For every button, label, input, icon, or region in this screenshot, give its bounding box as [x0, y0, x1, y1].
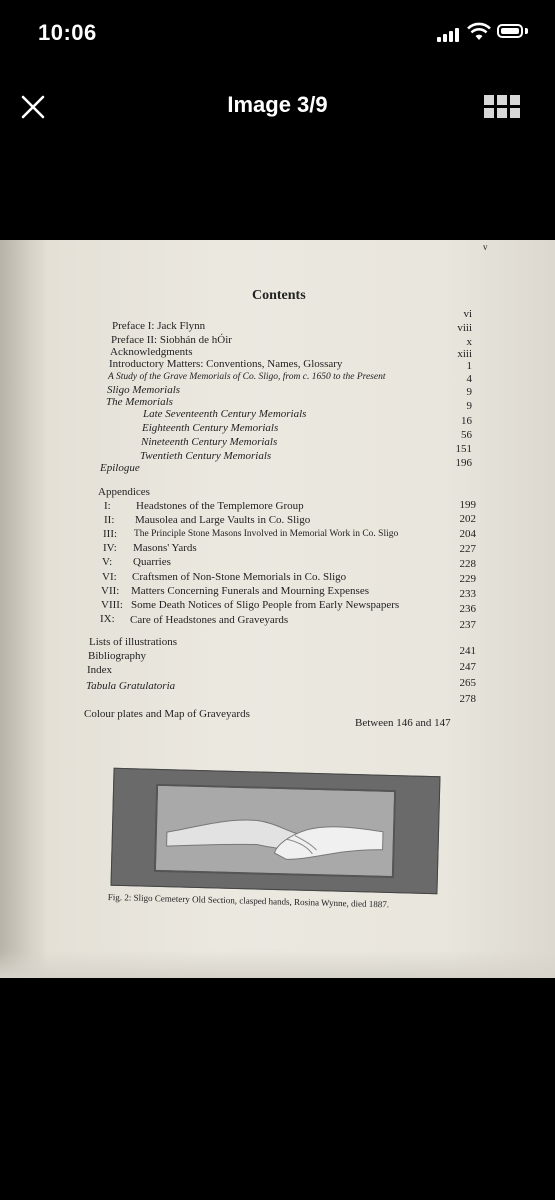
toc-entry: Epilogue [100, 462, 140, 474]
toc-entry: Index [87, 664, 113, 676]
appendix-page: 236 [459, 603, 476, 615]
toc-page: 56 [461, 429, 472, 441]
toc-page: 151 [455, 443, 472, 455]
battery-icon [497, 24, 523, 38]
cellular-signal-icon [437, 26, 461, 42]
appendix-number: III: [103, 528, 118, 540]
stone-relief [154, 784, 396, 878]
appendix-title: The Principle Stone Masons Involved in Memorial Work in Co. Sligo [134, 529, 399, 539]
appendix-page: 199 [459, 499, 476, 511]
appendix-page: 204 [459, 528, 476, 540]
toc-page: 278 [459, 693, 476, 705]
toc-entry: Preface II: Siobhán de hÓir [111, 334, 232, 346]
appendix-number: VI: [102, 571, 117, 583]
toc-entry: The Memorials [106, 396, 173, 408]
status-time: 10:06 [38, 20, 97, 45]
appendix-number: IV: [103, 542, 117, 554]
appendix-title: Quarries [133, 556, 171, 568]
battery-nub [525, 28, 528, 34]
appendix-number: II: [104, 514, 115, 526]
book-page-photo [0, 240, 555, 978]
toc-page: 265 [459, 677, 476, 689]
appendix-number: IX: [100, 613, 115, 625]
appendices-heading: Appendices [98, 486, 150, 498]
toc-entry: Acknowledgments [110, 346, 193, 358]
page-bottom-edge [0, 950, 555, 978]
page-gutter-shadow [0, 240, 48, 978]
toc-page: vi [463, 308, 472, 320]
figure-caption: Fig. 2: Sligo Cemetery Old Section, clasped hands, Rosina Wynne, died 1887. [107, 892, 390, 910]
toc-entry: Lists of illustrations [89, 636, 177, 648]
toc-page: 9 [466, 386, 472, 398]
toc-page: 9 [466, 400, 472, 412]
toc-page: xiii [457, 348, 472, 360]
appendix-number: VII: [101, 585, 120, 597]
toc-entry: Introductory Matters: Conventions, Names, Glossary [109, 358, 343, 370]
toc-entry: Tabula Gratulatoria [86, 680, 176, 692]
status-bar [0, 0, 555, 66]
appendix-title: Headstones of the Templemore Group [136, 500, 304, 512]
toc-page: 241 [459, 645, 476, 657]
appendix-number: I: [104, 500, 111, 512]
appendix-title: Some Death Notices of Sligo People from Early Newspapers [131, 599, 400, 611]
appendix-number: V: [102, 556, 113, 568]
page-number: v [483, 242, 488, 252]
toc-page: 247 [459, 661, 476, 673]
toc-page: viii [457, 322, 472, 334]
grid-view-icon[interactable] [484, 95, 522, 119]
clasped-hands-photo [111, 768, 441, 895]
toc-entry: Preface I: Jack Flynn [112, 320, 206, 332]
toc-page: 4 [466, 373, 472, 385]
colour-plates-label: Colour plates and Map of Graveyards [84, 708, 250, 720]
toc-page: 1 [466, 360, 472, 372]
appendix-title: Care of Headstones and Graveyards [130, 614, 289, 626]
appendix-title: Mausolea and Large Vaults in Co. Sligo [135, 514, 311, 526]
appendix-title: Matters Concerning Funerals and Mourning Expenses [131, 585, 369, 597]
appendix-page: 202 [459, 513, 476, 525]
appendix-page: 233 [459, 588, 476, 600]
appendix-page: 228 [459, 558, 476, 570]
appendix-title: Masons' Yards [133, 542, 197, 554]
appendix-page: 237 [459, 619, 476, 631]
colour-plates-page: Between 146 and 147 [355, 717, 451, 729]
appendix-number: VIII: [101, 599, 123, 611]
appendix-page: 229 [459, 573, 476, 585]
appendix-page: 227 [459, 543, 476, 555]
toc-page: 16 [461, 415, 472, 427]
contents-heading: Contents [252, 288, 306, 303]
toc-page: x [466, 336, 472, 348]
toc-page: 196 [455, 457, 472, 469]
image-counter-title: Image 3/9 [227, 92, 328, 117]
clasped-hands-icon [156, 786, 394, 876]
toc-entry: A Study of the Grave Memorials of Co. Sligo, from c. 1650 to the Present [108, 372, 386, 382]
toc-entry: Bibliography [88, 650, 147, 662]
toc-entry: Sligo Memorials [107, 384, 181, 396]
toc-entry: Twentieth Century Memorials [140, 450, 272, 462]
appendix-title: Craftsmen of Non-Stone Memorials in Co. Sligo [132, 571, 347, 583]
wifi-icon [467, 22, 491, 42]
toc-entry: Eighteenth Century Memorials [142, 422, 279, 434]
toc-entry: Late Seventeenth Century Memorials [143, 408, 307, 420]
toc-entry: Nineteenth Century Memorials [141, 436, 278, 448]
